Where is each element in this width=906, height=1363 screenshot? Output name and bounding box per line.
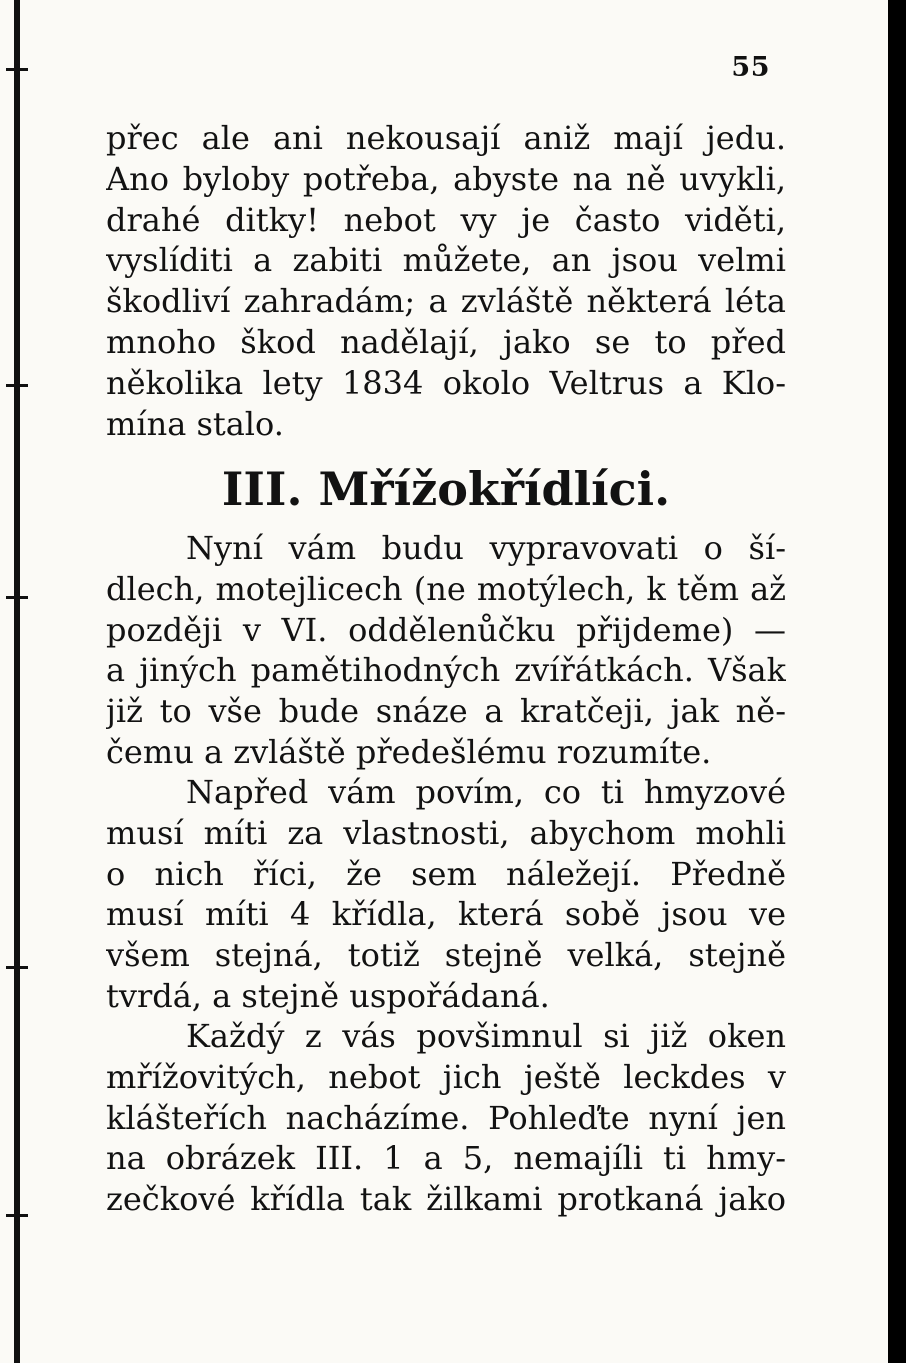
text-line: přec ale ani nekousají aniž mají jedu.: [106, 119, 786, 157]
text-line: vyslíditi a zabiti můžete, an jsou velmi: [106, 241, 786, 280]
text-line: později v VI. oddělenůčku přijdeme) —: [106, 610, 786, 649]
text-line: Napřed vám povím, co ti hmyzové: [186, 773, 786, 811]
text-line: již to vše bude snáze a kratčeji, jak ně-: [106, 692, 786, 731]
paragraph-4: [106, 1016, 786, 1220]
binding-mark: [2, 592, 32, 604]
text-line: Každý z vás povšimnul si již oken: [186, 1017, 786, 1055]
text-line: musí míti za vlastnosti, abychom mohli: [106, 813, 786, 852]
text-line: škodliví zahradám; a zvláště některá léta: [106, 282, 786, 321]
text-line: mřížovitých, nebot jich ještě leckdes v: [106, 1057, 786, 1096]
text-line: mnoho škod nadělají, jako se to před: [106, 322, 786, 361]
text-line: Ano byloby potřeba, abyste na ně uvykli,: [106, 159, 786, 198]
paragraph-2: [106, 528, 786, 773]
text-line: několika lety 1834 okolo Veltrus a Klo-: [106, 363, 786, 402]
page-binding: [14, 0, 20, 1363]
binding-mark: [2, 962, 32, 974]
text-line: o nich říci, že sem náležejí. Předně: [106, 854, 786, 893]
text-line: klášteřích nacházíme. Pohleďte nyní jen: [106, 1098, 786, 1137]
text-line: všem stejná, totiž stejně velká, stejně: [106, 936, 786, 975]
text-line: musí míti 4 křídla, která sobě jsou ve: [106, 895, 786, 934]
text-line: drahé ditky! nebot vy je často viděti,: [106, 200, 786, 239]
binding-mark: [2, 380, 32, 392]
binding-mark: [2, 1210, 32, 1222]
binding-mark: [2, 64, 32, 76]
text-line: dlech, motejlicech (ne motýlech, k těm až: [106, 569, 786, 608]
section-heading: III. Mřížokřídlíci.: [221, 462, 671, 516]
text-line: čemu a zvláště předešlému rozumíte.: [106, 732, 712, 771]
text-line: zečkové křídla tak žilkami protkaná jako: [106, 1180, 786, 1219]
paragraph-1: [106, 118, 786, 444]
text-line: Nyní vám budu vypravovati o ší-: [186, 529, 786, 567]
paragraph-3: [106, 772, 786, 1017]
text-line: na obrázek III. 1 a 5, nemajíli ti hmy-: [106, 1139, 786, 1178]
text-line: a jiných pamětihodných zvířátkách. Však: [106, 651, 786, 690]
page-number: 55: [731, 52, 770, 83]
text-line: mína stalo.: [106, 404, 284, 443]
text-line: tvrdá, a stejně uspořádaná.: [106, 976, 550, 1015]
